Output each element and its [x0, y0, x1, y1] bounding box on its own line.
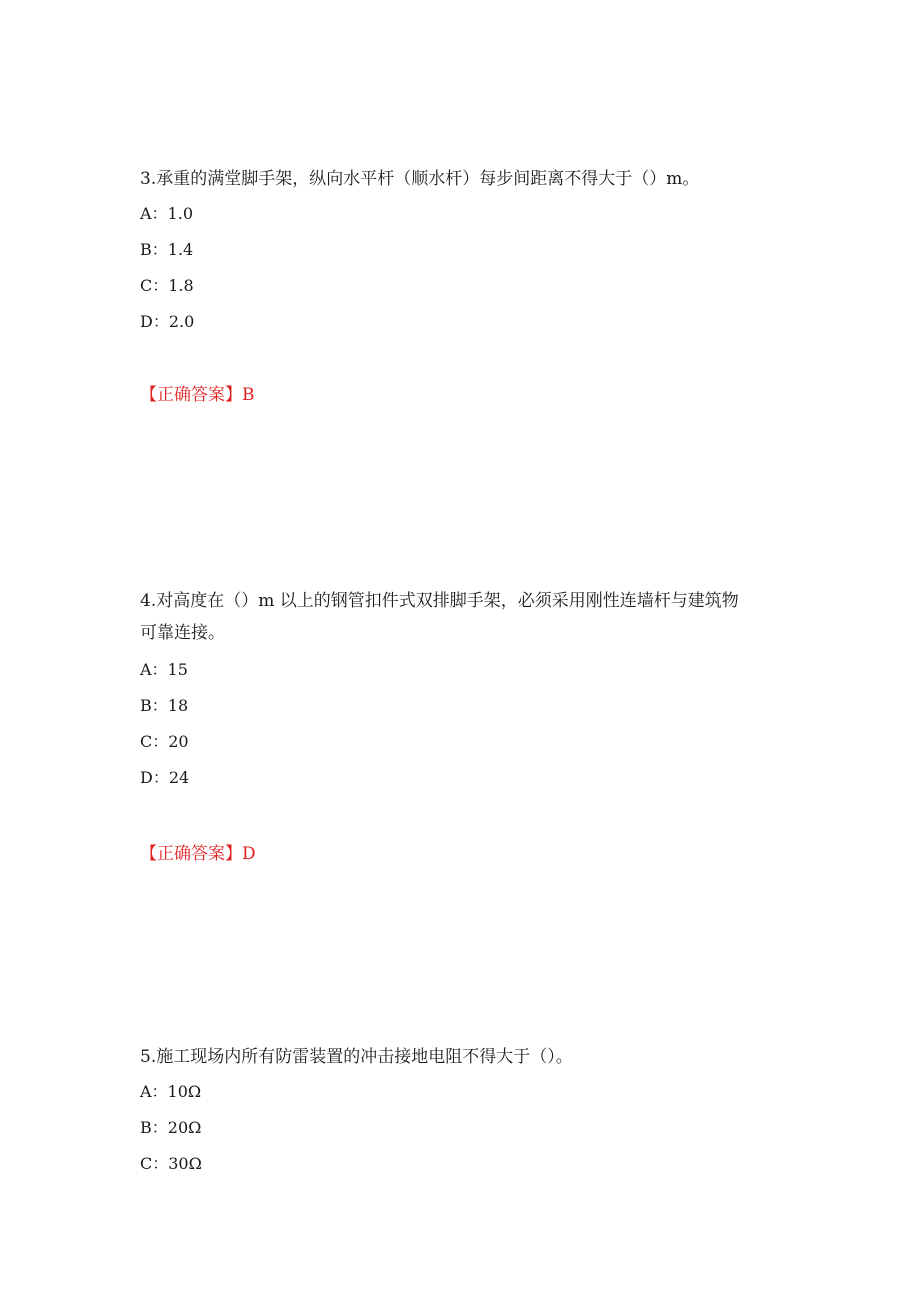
question-text-line-2: 可靠连接。 [140, 623, 225, 643]
option-a: A：1.0 [140, 204, 194, 223]
answer-label: 【正确答案】 [140, 385, 242, 405]
answer-label: 【正确答案】 [140, 844, 242, 864]
option-a: A：10Ω [140, 1082, 202, 1101]
question-3 [140, 164, 800, 340]
option-b: B：1.4 [140, 240, 194, 259]
question-text: 5.施工现场内所有防雷装置的冲击接地电阻不得大于（）。 [140, 1047, 573, 1067]
answer-value: B [242, 385, 255, 405]
answer-value: D [242, 844, 256, 864]
option-a: A：15 [140, 660, 188, 679]
option-c: C：20 [140, 732, 189, 751]
question-text: 3.承重的满堂脚手架，纵向水平杆（顺水杆）每步间距离不得大于（）m。 [140, 169, 700, 189]
question-4 [140, 586, 800, 796]
option-d: D：24 [140, 768, 190, 787]
option-b: B：18 [140, 696, 189, 715]
question-5 [140, 1042, 800, 1182]
option-c: C：1.8 [140, 276, 194, 295]
correct-answer [140, 383, 255, 407]
question-text-line-1: 4.对高度在（）m 以上的钢管扣件式双排脚手架，必须采用刚性连墙杆与建筑物 [140, 591, 739, 611]
option-b: B：20Ω [140, 1118, 202, 1137]
correct-answer [140, 842, 256, 866]
option-d: D：2.0 [140, 312, 195, 331]
option-c: C：30Ω [140, 1154, 202, 1173]
